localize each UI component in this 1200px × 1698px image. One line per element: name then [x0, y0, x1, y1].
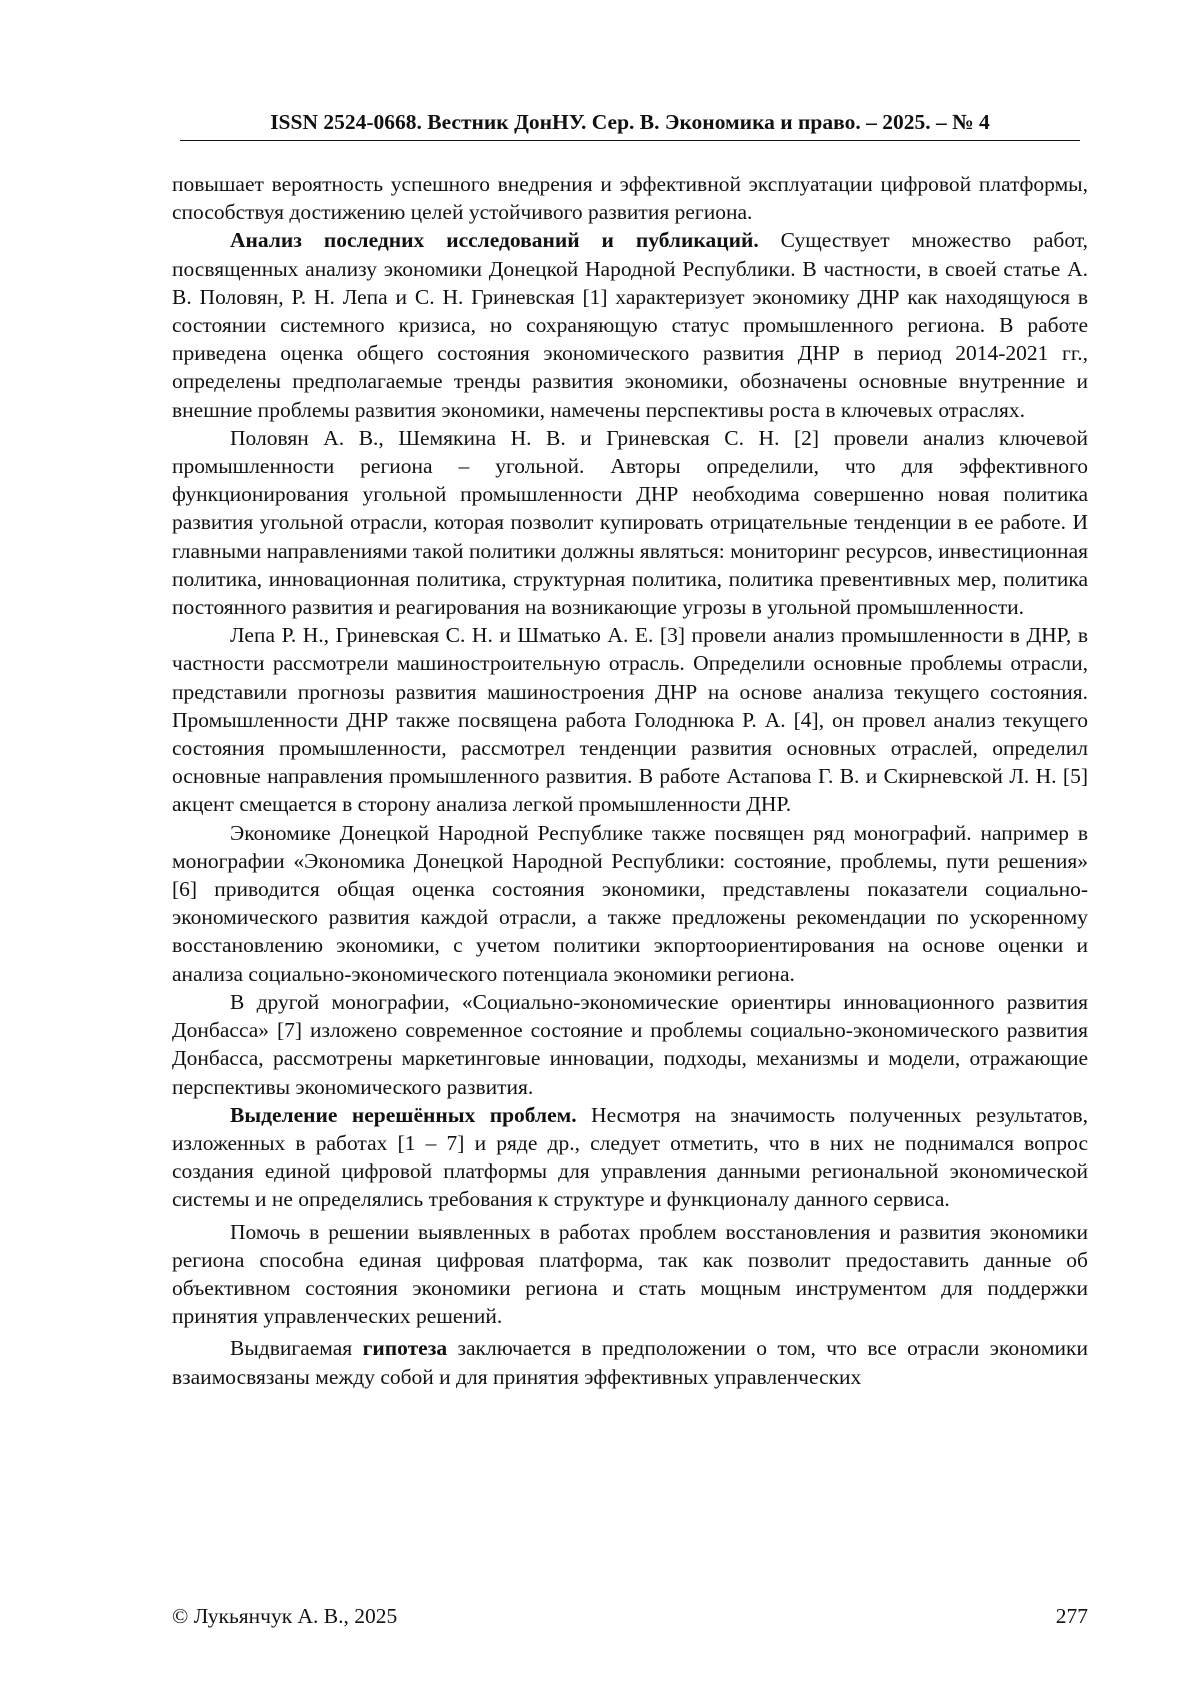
page-number: 277	[1055, 1604, 1088, 1628]
page-footer	[172, 1602, 1088, 1630]
copyright-notice: © Лукьянчук А. В., 2025	[172, 1604, 398, 1628]
paragraph-machine-building	[172, 621, 1088, 818]
paragraph-text: Половян А. В., Шемякина Н. В. и Гриневская С. Н. [2] провели анализ ключевой промышленности региона – угольной. Авторы определили, что для эффективного функционирования угольной промышленности ДНР необходима совершенно новая политика развития угольной отрасли, которая позволит купировать отрицательные тенденции в ее работе. И главными направлениями такой политики должны являться: мониторинг ресурсов, инвестиционная политика, инновационная политика, структурная политика, политика превентивных мер, политика постоянного развития и реагирования на возникающие угрозы в угольной промышленности.	[172, 425, 1088, 620]
paragraph-text: Экономике Донецкой Народной Республике также посвящен ряд монографий. например в монографии «Экономика Донецкой Народной Республики: состояние, проблемы, пути решения» [6] приводится общая оценка состояния экономики, представлены показатели социально-экономического развития каждой отрасли, а также предложены рекомендации по ускоренному восстановлению экономики, с учетом политики экпортоориентирования на основе оценки и анализа социально-экономического потенциала экономики региона.	[172, 820, 1088, 986]
paragraph-hypothesis	[172, 1334, 1088, 1390]
paragraph-text: Выдвигаемая	[230, 1336, 363, 1361]
paragraph-coal-industry	[172, 424, 1088, 621]
paragraph-text: Лепа Р. Н., Гриневская С. Н. и Шматько А. Е. [3] провели анализ промышленности в ДНР, в частности рассмотрели машиностроительную отрасль. Определили основные проблемы отрасли, представили прогнозы развития машиностроения ДНР на основе анализа текущего состояния. Промышленности ДНР также посвящена работа Голоднюка Р. А. [4], он провел анализ текущего состояния промышленности, рассмотрел тенденции развития основных отраслей, определил основные направления промышленного развития. В работе Астапова Г. В. и Скирневской Л. Н. [5] акцент смещается в сторону анализа легкой промышленности ДНР.	[172, 623, 1088, 817]
running-header	[180, 108, 1080, 141]
paragraph-text: В другой монографии, «Социально-экономические ориентиры инновационного развития Донбасса» [7] изложено современное состояние и проблемы социально-экономического развития Донбасса, рассмотрены маркетинговые инновации, подходы, механизмы и модели, отражающие перспективы экономического развития.	[172, 989, 1088, 1099]
paragraph-monographs	[172, 819, 1088, 988]
paragraph-intro	[172, 170, 1088, 226]
article-body	[172, 170, 1088, 1391]
paragraph-unresolved-problems	[172, 1101, 1088, 1214]
paragraph-text: Помочь в решении выявленных в работах проблем восстановления и развития экономики региона способна единая цифровая платформа, так как позволит предоставить данные об объективном состояния экономики региона и стать мощным инструментом для поддержки принятия управленческих решений.	[172, 1219, 1088, 1329]
section-heading-unresolved: Выделение нерешённых проблем.	[230, 1102, 577, 1127]
section-heading-literature: Анализ последних исследований и публикаций.	[230, 228, 759, 253]
paragraph-text: Существует множество работ, посвященных анализу экономики Донецкой Народной Республики. В частности, в своей статье А. В. Половян, Р. Н. Лепа и С. Н. Гриневская [1] характеризует экономику ДНР как находящуюся в состоянии системного кризиса, но сохраняющую статус промышленного региона. В работе приведена оценка общего состояния экономического развития ДНР в период 2014-2021 гг., определены предполагаемые тренды развития экономики, обозначены основные внутренние и внешние проблемы развития экономики, намечены перспективы роста в ключевых отраслях.	[172, 228, 1088, 422]
paragraph-text: заключается в предположении о том, что все отрасли экономики взаимосвязаны между собой и для принятия эффективных управленческих	[172, 1336, 1088, 1389]
paragraph-text: повышает вероятность успешного внедрения и эффективной эксплуатации цифровой платформы, способствуя достижению целей устойчивого развития региона.	[172, 172, 1088, 225]
hypothesis-term: гипотеза	[362, 1336, 448, 1361]
header-title: ISSN 2524-0668. Вестник ДонНУ. Сер. В. Экономика и право. – 2025. – № 4	[270, 110, 990, 134]
paragraph-text: Несмотря на значимость полученных результатов, изложенных в работах [1 – 7] и ряде др., следует отметить, что в них не поднимался вопрос создания единой цифровой платформы для управления данными региональной экономической системы и не определялись требования к структуре и функционалу данного сервиса.	[172, 1102, 1088, 1212]
paragraph-literature-review	[172, 226, 1088, 423]
paragraph-digital-platform	[172, 1218, 1088, 1331]
paragraph-second-monograph	[172, 988, 1088, 1101]
